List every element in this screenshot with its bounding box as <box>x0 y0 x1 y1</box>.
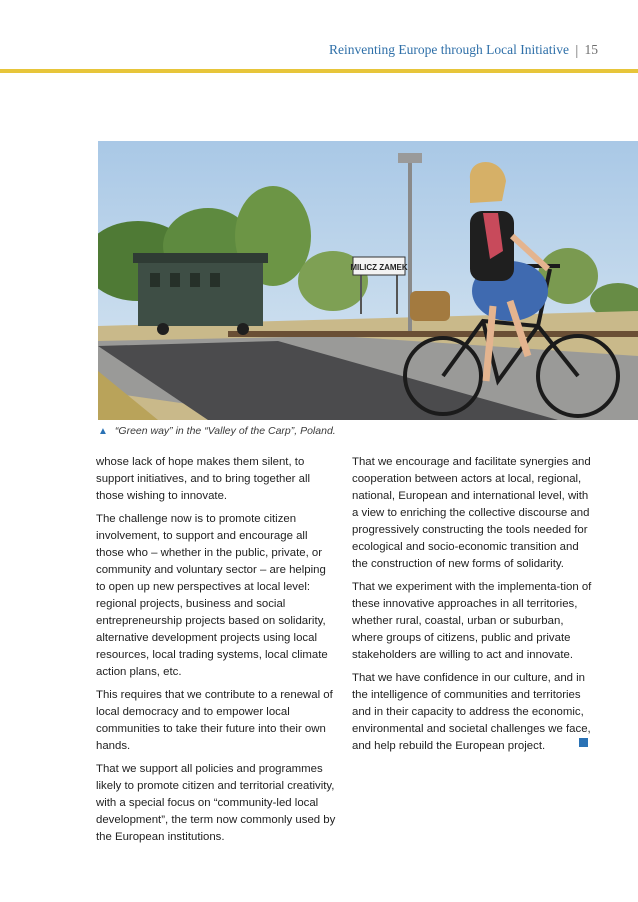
left-column <box>96 454 336 852</box>
paragraph: That we encourage and facilitate synergies and cooperation between actors at local, regional, national, European and international level, with a view to enriching the collective discourse and progressively constructing the tools needed for ecological and socio-economic transition and the construction of new forms of solidarity. <box>352 456 591 570</box>
photo-caption <box>98 423 336 439</box>
photo-illustration <box>98 141 638 420</box>
running-header <box>0 40 598 60</box>
caption-text: “Green way” in the “Valley of the Carp”, Poland. <box>114 425 336 437</box>
running-title: Reinventing Europe through Local Initiative <box>329 42 569 57</box>
paragraph: That we have confidence in our culture, and in the intelligence of communities and territories and in their capacity to address the economic, environmental and societal challenges we face, and help rebuild the European project. <box>352 672 591 752</box>
paragraph: whose lack of hope makes them silent, to support initiatives, and to bring together all those wishing to innovate. <box>96 456 311 502</box>
paragraph: The challenge now is to promote citizen involvement, to support and encourage all those who – whether in the public, private, or community and voluntary sector – are helping to open up new perspectives at local level: regional projects, business and social entrepreneurship projects based on solidarity, alternative development projects using local resources, local trading systems, local climate action plans, etc. <box>96 513 328 678</box>
page-number: 15 <box>584 42 598 57</box>
end-of-article-square-icon <box>579 738 588 747</box>
photo-green-way <box>98 141 638 420</box>
header-rule <box>0 69 638 73</box>
header-separator: | <box>574 42 579 58</box>
caption-triangle-icon: ▲ <box>98 425 108 437</box>
paragraph: That we experiment with the implementa-tion of these innovative approaches in all territories, whether rural, coastal, urban or suburban, where groups of citizens, public and private stakeholders are willing to act and innovate. <box>352 581 592 661</box>
paragraph: That we support all policies and programmes likely to promote citizen and territorial creativity, with a special focus on “community-led local development”, the term now commonly used by the European institutions. <box>96 763 336 843</box>
station-sign-text: MILICZ ZAMEK <box>350 263 408 272</box>
paragraph: This requires that we contribute to a renewal of local democracy and to empower local communities to take their future into their own hands. <box>96 689 333 752</box>
right-column <box>352 454 594 761</box>
